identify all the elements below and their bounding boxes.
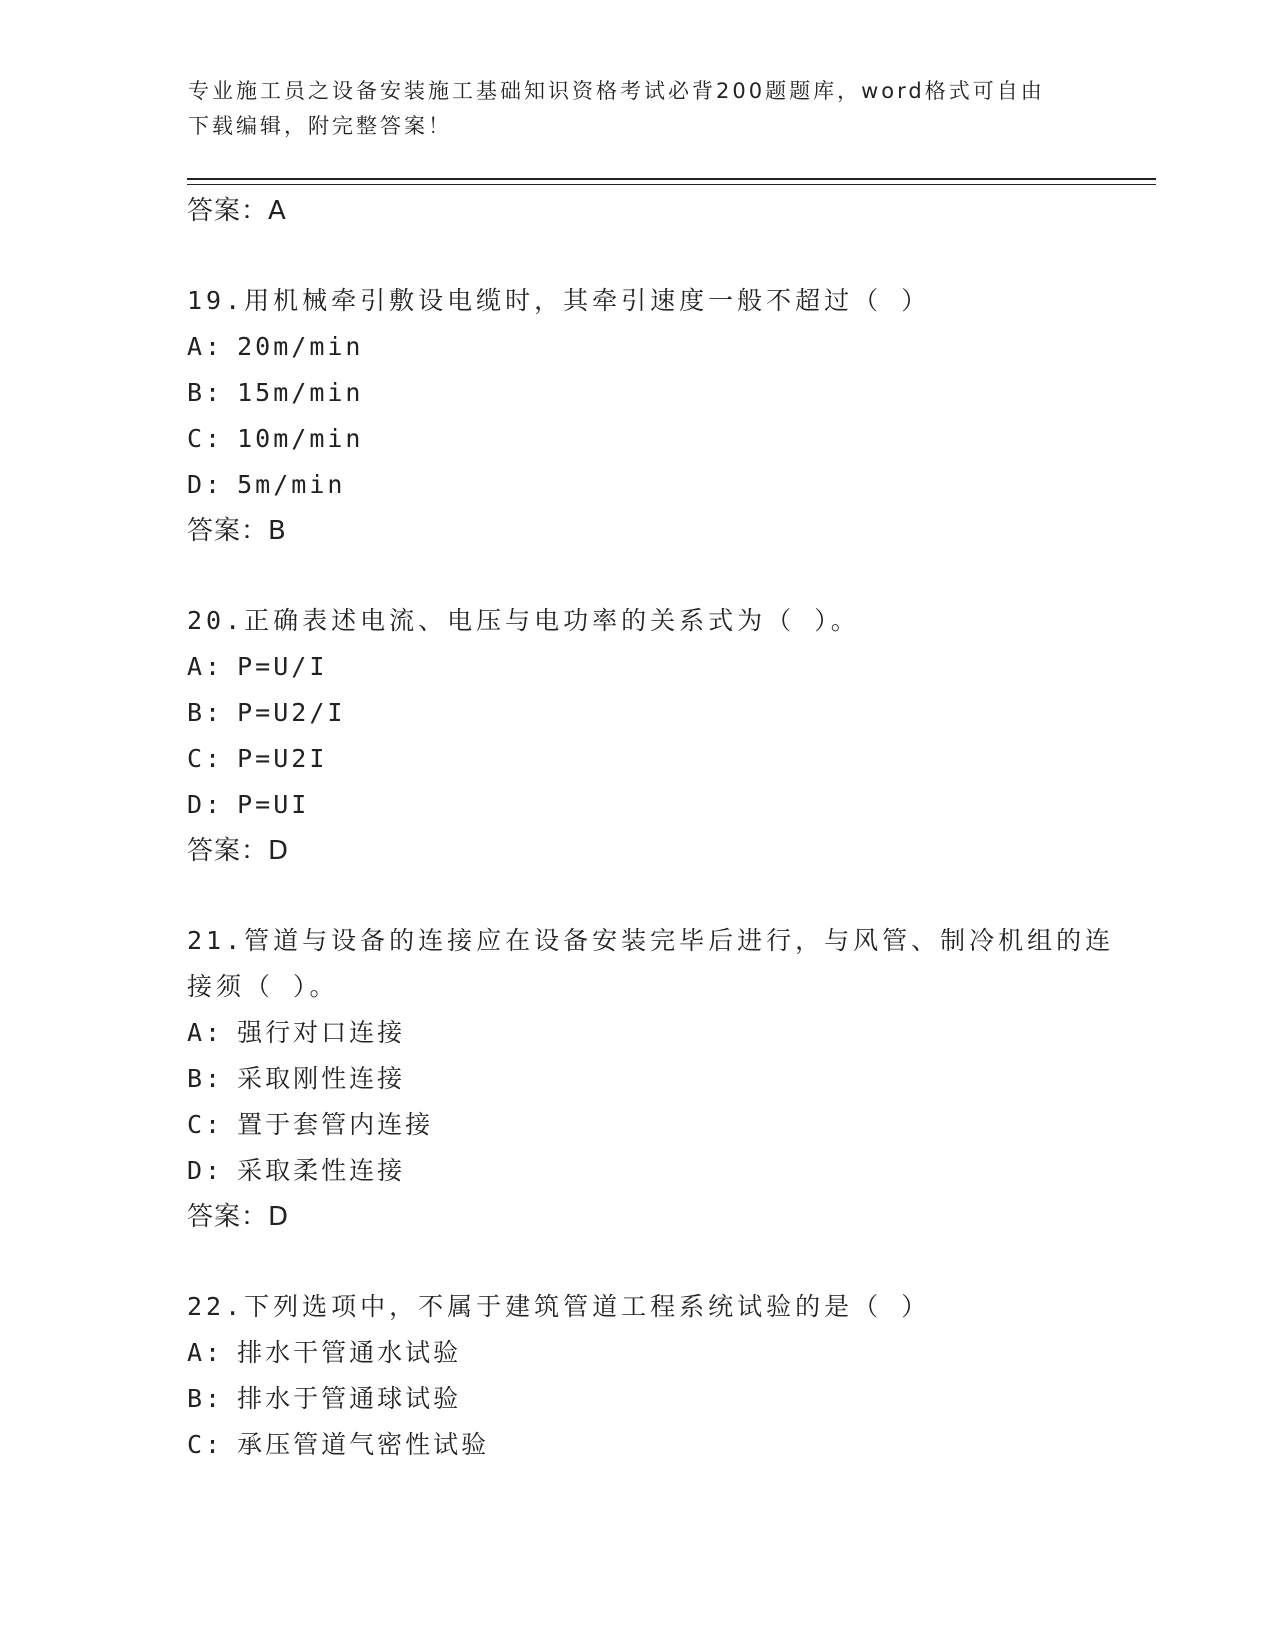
option-text: 排水干管通水试验 <box>237 1338 462 1367</box>
option-text: 强行对口连接 <box>237 1018 406 1047</box>
option-row <box>187 1102 1127 1148</box>
header-divider-thin <box>187 184 1156 185</box>
option-key: A: <box>187 652 224 681</box>
option-text: P=U2I <box>237 744 328 773</box>
option-key: B: <box>187 1064 224 1093</box>
option-text: 10m/min <box>237 424 364 453</box>
option-key: C: <box>187 1430 224 1459</box>
option-key: C: <box>187 1110 224 1139</box>
header-divider <box>187 178 1156 180</box>
option-row <box>187 782 1127 828</box>
option-row <box>187 1010 1127 1056</box>
option-row <box>187 462 1127 508</box>
option-key: C: <box>187 744 224 773</box>
option-key: A: <box>187 332 224 361</box>
spacer <box>187 554 1127 598</box>
option-row <box>187 1148 1127 1194</box>
option-text: P=UI <box>237 790 310 819</box>
option-row <box>187 1376 1127 1422</box>
option-row <box>187 736 1127 782</box>
option-text: P=U2/I <box>237 698 346 727</box>
question-text: 21.管道与设备的连接应在设备安装完毕后进行，与风管、制冷机组的连接须（ ）。 <box>187 926 1115 1001</box>
option-key: B: <box>187 698 224 727</box>
question-text: 19.用机械牵引敷设电缆时，其牵引速度一般不超过（ ） <box>187 286 931 315</box>
option-text: 5m/min <box>237 470 346 499</box>
option-row <box>187 1330 1127 1376</box>
option-text: P=U/I <box>237 652 328 681</box>
option-key: D: <box>187 1156 224 1185</box>
option-text: 15m/min <box>237 378 364 407</box>
option-key: A: <box>187 1018 224 1047</box>
option-text: 置于套管内连接 <box>237 1110 434 1139</box>
option-key: D: <box>187 470 224 499</box>
option-text: 排水于管通球试验 <box>237 1384 462 1413</box>
spacer <box>187 1240 1127 1284</box>
question-text: 20.正确表述电流、电压与电功率的关系式为（ ）。 <box>187 606 860 635</box>
option-key: B: <box>187 378 224 407</box>
option-key: D: <box>187 790 224 819</box>
option-row <box>187 1422 1127 1468</box>
option-row <box>187 644 1127 690</box>
option-text: 采取柔性连接 <box>237 1156 406 1185</box>
page-header: 专业施工员之设备安装施工基础知识资格考试必背200题题库，word格式可自由下载编辑，附完整答案！ <box>188 79 1045 138</box>
option-key: A: <box>187 1338 224 1367</box>
option-row <box>187 1056 1127 1102</box>
answer-line: 答案：B <box>187 516 287 546</box>
spacer <box>187 874 1127 918</box>
question-list <box>187 188 1127 1468</box>
option-key: C: <box>187 424 224 453</box>
spacer <box>187 234 1127 278</box>
answer-line: 答案：D <box>187 1202 290 1232</box>
option-text: 20m/min <box>237 332 364 361</box>
answer-line: 答案：D <box>187 836 290 866</box>
previous-answer: 答案：A <box>187 196 287 226</box>
option-text: 采取刚性连接 <box>237 1064 406 1093</box>
option-key: B: <box>187 1384 224 1413</box>
option-row <box>187 690 1127 736</box>
option-row <box>187 416 1127 462</box>
option-text: 承压管道气密性试验 <box>237 1430 490 1459</box>
option-row <box>187 370 1127 416</box>
option-row <box>187 324 1127 370</box>
question-text: 22.下列选项中，不属于建筑管道工程系统试验的是（ ） <box>187 1292 931 1321</box>
